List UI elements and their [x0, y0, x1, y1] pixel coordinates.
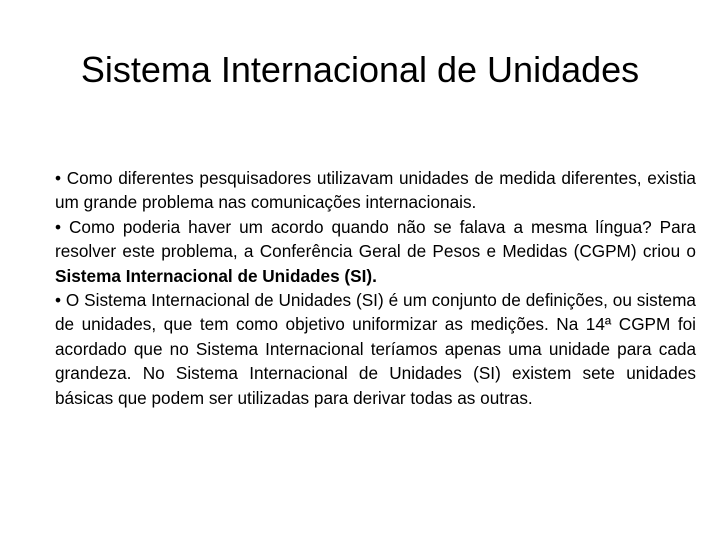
bullet-paragraph-2	[55, 215, 696, 288]
slide-body	[55, 166, 696, 410]
slide-title: Sistema Internacional de Unidades	[80, 49, 640, 90]
bullet-paragraph-2-text: • Como poderia haver um acordo quando não se falava a mesma língua? Para resolver este problema, a Conferência Geral de Pesos e Medidas (CGPM) criou o	[55, 216, 696, 262]
bullet-paragraph-3: • O Sistema Internacional de Unidades (SI) é um conjunto de definições, ou sistema de unidades, que tem como objetivo uniformizar as medições. Na 14ª CGPM foi acordado que no Sistema Internacional teríamos apenas uma unidade para cada grandeza. No Sistema Internacional de Unidades (SI) existem sete unidades básicas que podem ser utilizadas para derivar todas as outras.	[55, 290, 696, 408]
bullet-paragraph-1: • Como diferentes pesquisadores utilizavam unidades de medida diferentes, existia um grande problema nas comunicações internacionais.	[55, 168, 696, 213]
si-bold-term: Sistema Internacional de Unidades (SI).	[55, 265, 377, 286]
